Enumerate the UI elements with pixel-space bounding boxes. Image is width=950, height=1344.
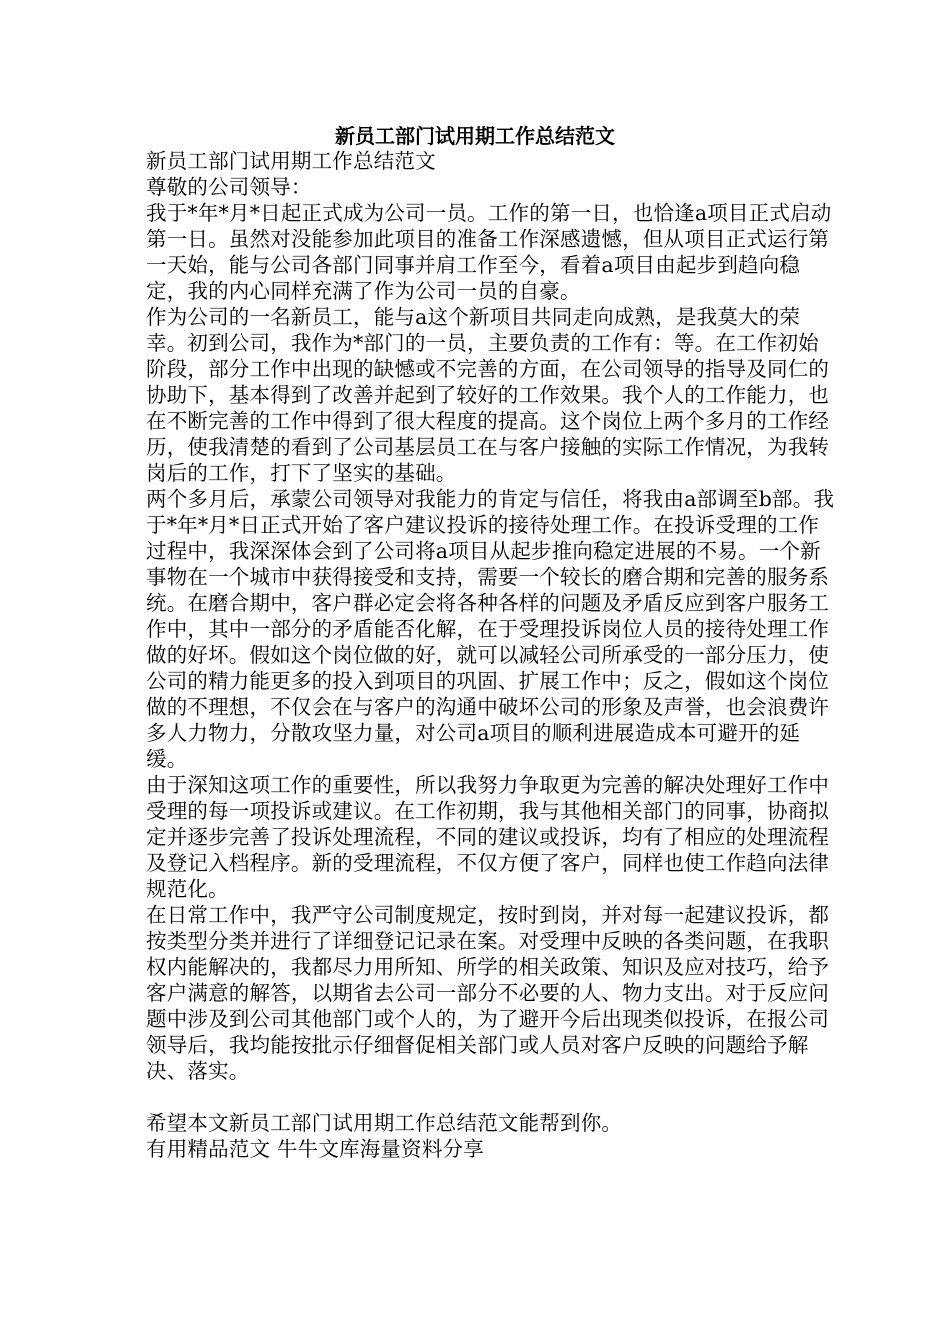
- footer-line: 有用精品范文 牛牛文库海量资料分享: [146, 1137, 484, 1161]
- closing-line: 希望本文新员工部门试用期工作总结范文能帮到你。: [146, 1111, 623, 1135]
- paragraph-3: 两个多月后，承蒙公司领导对我能力的肯定与信任，将我由a部调至b部。我于*年*月*日正式开始了客户建议投诉的接待处理工作。在投诉受理的工作过程中，我深深体会到了公司将a项目从起步推向稳定进展的不易。一个新事物在一个城市中获得接受和支持，需要一个较长的磨合期和完善的服务系统。在磨合期中，客户群必定会将各种各样的问题及矛盾反应到客户服务工作中，其中一部分的矛盾能否化解，在于受理投诉岗位人员的接待处理工作做的好坏。假如这个岗位做的好，就可以减轻公司所承受的一部分压力，使公司的精力能更多的投入到项目的巩固、扩展工作中；反之，假如这个岗位做的不理想，不仅会在与客户的沟通中破坏公司的形象及声誉，也会浪费许多人力物力，分散攻坚力量，对公司a项目的顺利进展造成本可避开的延缓。: [146, 487, 835, 771]
- paragraph-1: 我于*年*月*日起正式成为公司一员。工作的第一日，也恰逢a项目正式启动第一日。虽然对没能参加此项目的准备工作深感遗憾，但从项目正式运行第一天始，能与公司各部门同事并肩工作至今，看着a项目由起步到趋向稳定，我的内心同样充满了作为公司一员的自豪。: [146, 201, 832, 303]
- document-body: [146, 148, 836, 1162]
- paragraph-2: 作为公司的一名新员工，能与a这个新项目共同走向成熟，是我莫大的荣幸。初到公司，我作为*部门的一员，主要负责的工作有：等。在工作初始阶段，部分工作中出现的缺憾或不完善的方面，在公司领导的指导及同仁的协助下，基本得到了改善并起到了较好的工作效果。我个人的工作能力，也在不断完善的工作中得到了很大程度的提高。这个岗位上两个多月的工作经历，使我清楚的看到了公司基层员工在与客户接触的实际工作情况，为我转岗后的工作，打下了坚实的基础。: [146, 305, 830, 485]
- blank-line: [146, 1084, 836, 1110]
- paragraph-5: 在日常工作中，我严守公司制度规定，按时到岗，并对每一起建议投诉，都按类型分类并进行了详细登记记录在案。对受理中反映的各类问题，在我职权内能解决的，我都尽力用所知、所学的相关政策、知识及应对技巧，给予客户满意的解答，以期省去公司一部分不必要的人、物力支出。对于反应问题中涉及到公司其他部门或个人的，为了避开今后出现类似投诉，在报公司领导后，我均能按批示仔细督促相关部门或人员对客户反映的问题给予解决、落实。: [146, 903, 830, 1083]
- document-title: 新员工部门试用期工作总结范文: [335, 124, 615, 148]
- salutation: 尊敬的公司领导：: [146, 175, 312, 199]
- paragraph-4: 由于深知这项工作的重要性，所以我努力争取更为完善的解决处理好工作中受理的每一项投诉或建议。在工作初期，我与其他相关部门的同事，协商拟定并逐步完善了投诉处理流程，不同的建议或投诉，均有了相应的处理流程及登记入档程序。新的受理流程，不仅方便了客户，同样也使工作趋向法律规范化。: [146, 773, 830, 901]
- document-subtitle: 新员工部门试用期工作总结范文: [146, 149, 436, 173]
